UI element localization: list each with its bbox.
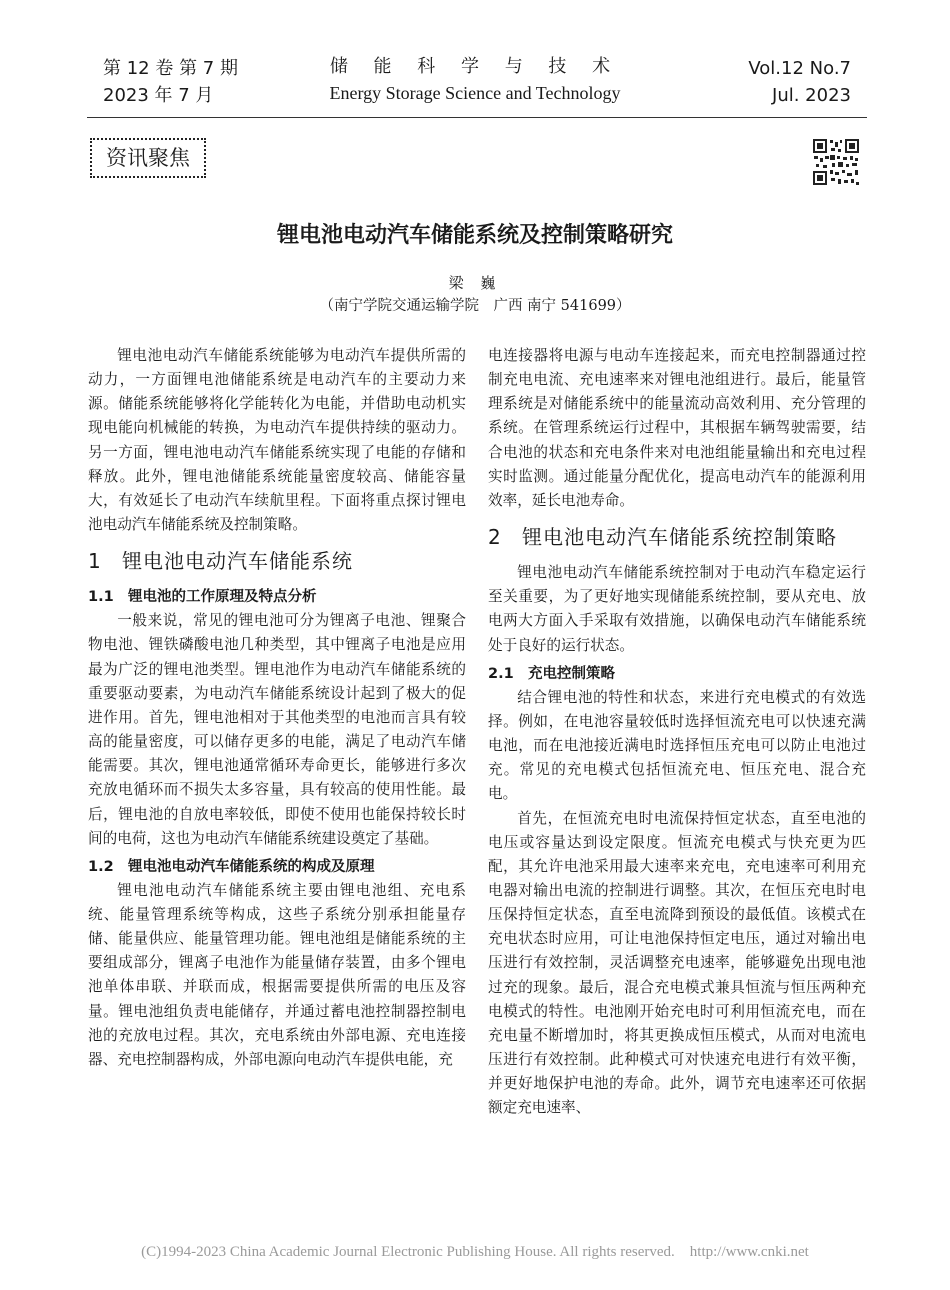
- date-cn: 2023 年 7 月: [103, 85, 214, 106]
- section-title: 锂电池的工作原理及特点分析: [128, 589, 317, 606]
- section-2-heading: [488, 523, 866, 551]
- qr-code-icon: [812, 138, 860, 186]
- section-title: 锂电池电动汽车储能系统: [122, 549, 353, 574]
- section-number: 1.2: [88, 858, 114, 875]
- section-1-2-paragraph: 锂电池电动汽车储能系统主要由锂电池组、充电系统、能量管理系统等构成，这些子系统分别承担能量存储、能量供应、能量管理功能。锂电池组是储能系统的主要组成部分，锂离子电池作为能量储存装置，由多个锂电池单体串联、并联而成，根据需要提供所需的电压及容量。锂电池组负责电能储存，并通过蓄电池控制器控制电池的充放电过程。其次，充电系统由外部电源、充电连接器、充电控制器构成，外部电源向电动汽车提供电能，充: [88, 881, 466, 1068]
- journal-name-cn: 储 能 科 学 与 技 术: [329, 56, 621, 77]
- affiliation: （南宁学院交通运输学院 广西 南宁 541699）: [319, 298, 631, 314]
- date-en: Jul. 2023: [772, 85, 851, 106]
- section-title: 锂电池电动汽车储能系统控制策略: [522, 525, 837, 550]
- section-1-1-paragraph: 一般来说，常见的锂电池可分为锂离子电池、锂聚合物电池、锂铁磷酸电池几种类型，其中锂离子电池是应用最为广泛的锂电池类型。锂电池作为电动汽车储能系统的重要驱动要素，为电动汽车储能系统设计起到了极大的促进作用。首先，锂电池相对于其他类型的电池而言具有较高的能量密度，可以储存更多的电能，满足了电动汽车储能需要。其次，锂电池通常循环寿命更长，能够进行多次充放电循环而不损失太多容量，具有较高的使用性能。最后，锂电池的自放电率较低，即使不使用也能保持较长时间的电荷，这也为电动汽车储能系统建设奠定了基础。: [88, 612, 466, 847]
- copyright-footer: (C)1994-2023 China Academic Journal Electronic Publishing House. All rights reserved. http://www.cnki.net: [141, 1244, 809, 1260]
- section-title: 充电控制策略: [528, 665, 615, 682]
- article-title: 锂电池电动汽车储能系统及控制策略研究: [276, 223, 673, 248]
- section-1-heading: [88, 547, 466, 575]
- section-2-1-paragraph-2: 首先，在恒流充电时电流保持恒定状态，直至电池的电压或容量达到设定限度。恒流充电模式与快充更为匹配，其允许电池采用最大速率来充电，充电速率可利用充电器对输出电流的控制进行调整。其次，在恒压充电时电压保持恒定状态，直至电流降到预设的最低值。该模式在充电状态时应用，可让电池保持恒定电压，通过对输出电压进行有效控制，灵活调整充电速率，能够避免出现电池过充的现象。最后，混合充电模式兼具恒流与恒压两种充电模式的特性。电池刚开始充电时可利用恒流充电，而在充电量不断增加时，将其更换成恒压模式，从而对电流电压进行有效控制。此种模式可对快速充电进行有效平衡，并更好地保护电池的寿命。此外，调节充电速率还可依据额定充电速率、: [488, 809, 866, 1117]
- section-title: 锂电池电动汽车储能系统的构成及原理: [128, 858, 375, 875]
- section-1-2-heading: [88, 855, 466, 879]
- author: 梁 巍: [448, 274, 502, 292]
- column-tag: 资讯聚焦: [90, 138, 206, 178]
- section-2-paragraph: 锂电池电动汽车储能系统控制对于电动汽车稳定运行至关重要，为了更好地实现储能系统控制，要从充电、放电两大方面入手采取有效措施，以确保电动汽车储能系统处于良好的运行状态。: [488, 564, 866, 654]
- journal-name-en: Energy Storage Science and Technology: [329, 83, 621, 103]
- volume-issue: 第 12 卷 第 7 期: [103, 58, 238, 79]
- section-2-1-paragraph-1: 结合锂电池的特性和状态，来进行充电模式的有效选择。例如，在电池容量较低时选择恒流充电可以快速充满电池，而在电池接近满电时选择恒压充电可以防止电池过充。常见的充电模式包括恒流充电、恒压充电、混合充电。: [488, 688, 866, 803]
- section-number: 1: [88, 549, 102, 574]
- section-number: 2.1: [488, 665, 514, 682]
- vol-no: Vol.12 No.7: [748, 58, 851, 79]
- intro-paragraph: 锂电池电动汽车储能系统能够为电动汽车提供所需的动力，一方面锂电池储能系统是电动汽车的主要动力来源。储能系统能够将化学能转化为电能，并借助电动机实现电能向机械能的转换，为电动汽车提供持续的驱动力。另一方面，锂电池电动汽车储能系统实现了电能的存储和释放。此外，锂电池储能系统能量密度较高、储能容量大，有效延长了电动汽车续航里程。下面将重点探讨锂电池电动汽车储能系统及控制策略。: [88, 347, 466, 534]
- section-number: 1.1: [88, 589, 114, 606]
- header-rule: [87, 117, 867, 118]
- section-2-1-heading: [488, 662, 866, 686]
- header-right: [748, 55, 851, 109]
- section-number: 2: [488, 525, 502, 550]
- right-column: [488, 344, 866, 1121]
- left-column: [88, 344, 466, 1072]
- section-1-1-heading: [88, 585, 466, 609]
- continued-paragraph: 电连接器将电源与电动车连接起来，而充电控制器通过控制充电电流、充电速率来对锂电池组进行。最后，能量管理系统是对储能系统中的能量流动高效利用、充分管理的系统。在管理系统运行过程中，其根据车辆驾驶需要，结合电池的状态和充电条件来对电池组能量输出和充电过程实时监测。通过能量分配优化，提高电动汽车的能源利用效率，延长电池寿命。: [488, 347, 866, 509]
